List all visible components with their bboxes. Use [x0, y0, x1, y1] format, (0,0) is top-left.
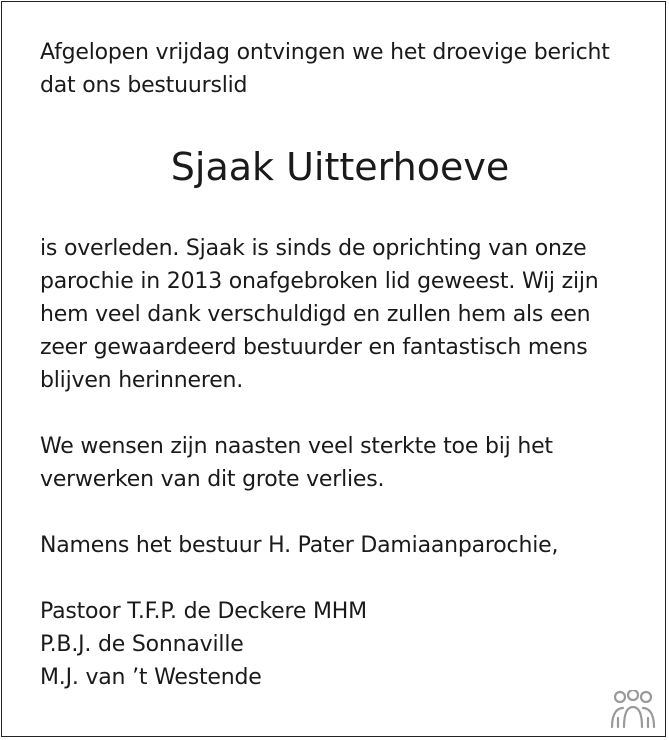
wishes-text: We wensen zijn naasten veel sterkte toe bij het verwerken van dit grote verlies. — [40, 434, 553, 492]
intro-text: Afgelopen vrijdag ontvingen we het droevige bericht dat ons bestuurslid — [40, 40, 610, 98]
signer: M.J. van ’t Westende — [40, 665, 262, 690]
signer: P.B.J. de Sonnaville — [40, 632, 244, 657]
signers-list — [40, 595, 640, 694]
namens-text: Namens het bestuur H. Pater Damiaanparochie, — [40, 533, 559, 558]
deceased-name: Sjaak Uitterhoeve — [170, 145, 510, 189]
body-text: is overleden. Sjaak is sinds de oprichting van onze parochie in 2013 onafgebroken lid geweest. Wij zijn hem veel dank verschuldigd en zullen hem als een zeer gewaardeerd bestuurder en fantastisch mens blijven herinneren. — [40, 236, 599, 393]
people-group-icon — [607, 690, 659, 730]
notice-content — [40, 36, 640, 694]
signer: Pastoor T.F.P. de Deckere MHM — [40, 599, 367, 624]
